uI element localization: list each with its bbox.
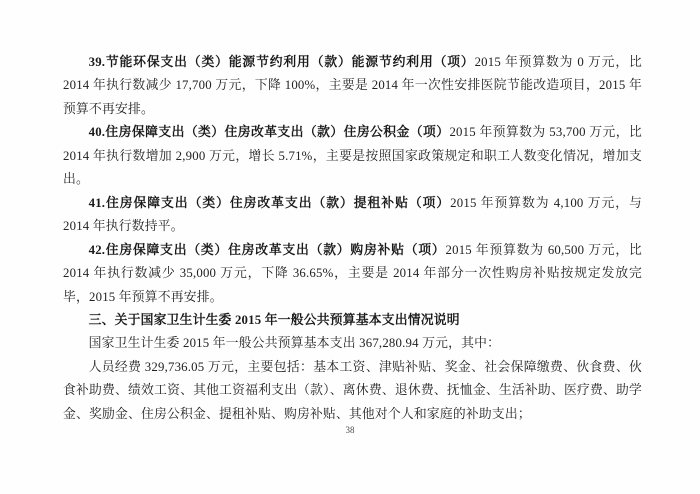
total-expenditure-paragraph — [63, 332, 642, 355]
budget-item-42 — [63, 239, 642, 309]
total-expenditure-text: 国家卫生计生委 2015 年一般公共预算基本支出 367,280.94 万元，其中： — [88, 336, 501, 351]
budget-item-42-text: 2015 年预算数为 60,500 万元，比 2014 年执行数减少 35,000 万元，下降 36.65%，主要是 2014 年部分一次性购房补贴按规定发放完毕，2015 年预算不再安排。 — [63, 242, 642, 304]
personnel-expense-paragraph — [63, 356, 642, 426]
budget-item-41-heading: 41.住房保障支出（类）住房改革支出（款）提租补贴（项） — [88, 195, 451, 210]
section-3-heading — [63, 309, 642, 332]
budget-item-40-text: 2015 年预算数为 53,700 万元，比 2014 年执行数增加 2,900 万元，增长 5.71%，主要是按照国家政策规定和职工人数变化情况，增加支出。 — [63, 125, 642, 187]
page-number: 38 — [345, 425, 355, 435]
budget-item-39-heading: 39.节能环保支出（类）能源节约利用（款）能源节约利用（项） — [88, 55, 475, 69]
budget-item-39-text: 2015 年预算数为 0 万元，比 2014 年执行数减少 17,700 万元，下降 100%，主要是 2014 年一次性安排医院节能改造项目，2015 年预算不再安排。 — [63, 55, 642, 116]
budget-item-41-text: 2015 年预算数为 4,100 万元，与 2014 年执行数持平。 — [63, 195, 642, 234]
document-body — [63, 51, 642, 426]
budget-item-39 — [63, 51, 642, 121]
budget-item-40 — [63, 121, 642, 191]
budget-item-42-heading: 42.住房保障支出（类）住房改革支出（款）购房补贴（项） — [88, 242, 446, 257]
budget-item-41 — [63, 192, 642, 239]
budget-item-40-heading: 40.住房保障支出（类）住房改革支出（款）住房公积金（项） — [88, 125, 450, 140]
personnel-expense-text: 人员经费 329,736.05 万元，主要包括：基本工资、津贴补贴、奖金、社会保障缴费、伙食费、伙食补助费、绩效工资、其他工资福利支出（款）、离休费、退休费、抚恤金、生活补助、医疗费、助学金、奖励金、住房公积金、提租补贴、购房补贴、其他对个人和家庭的补助支出； — [63, 359, 642, 421]
section-3-heading-text: 三、关于国家卫生计生委 2015 年一般公共预算基本支出情况说明 — [88, 312, 460, 327]
